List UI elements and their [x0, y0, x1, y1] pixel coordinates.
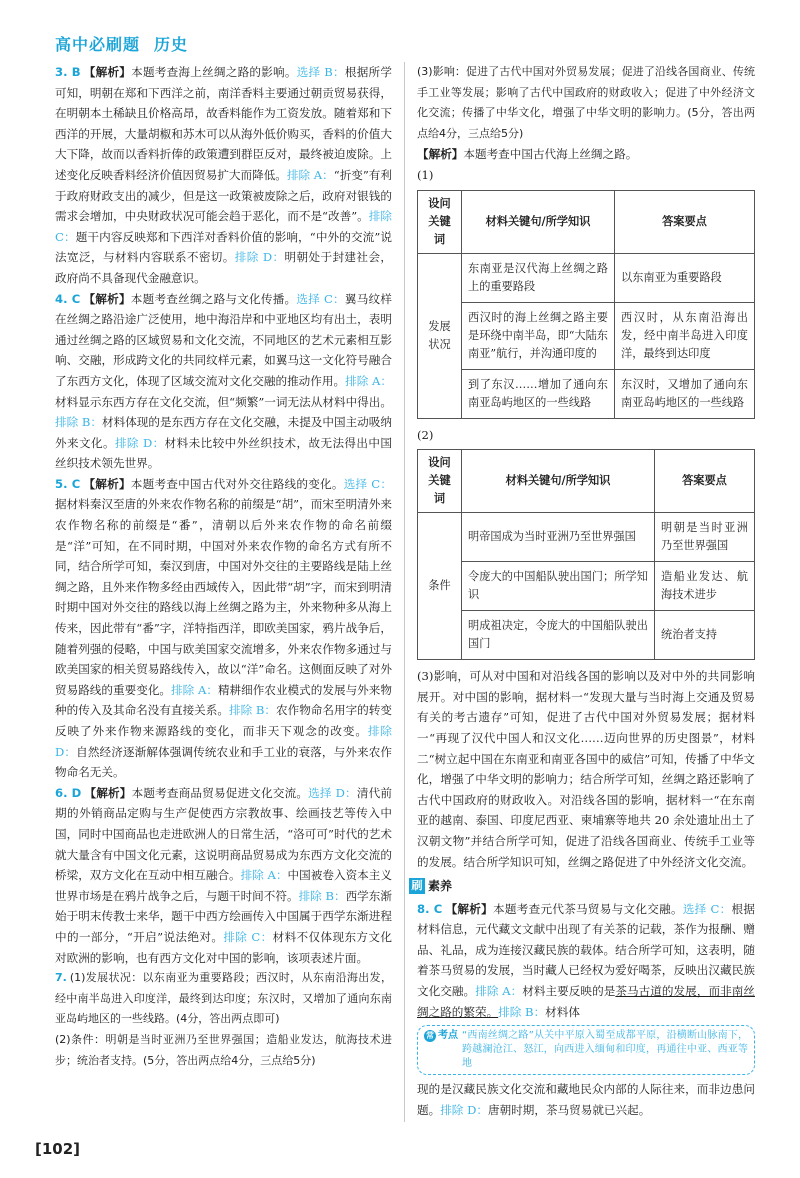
analysis-tag: 【解析】 — [417, 147, 464, 162]
option-label: 排除 A： — [345, 373, 392, 388]
option-text: 翼马纹样在丝绸之路沿途广泛使用，地中海沿岸和中亚地区均有出土，表明通过丝绸之路的区域贸易和文化交流，不同地区的艺术元素相互影响、交融，形成跨文化的共同纹样元素，如翼马这一文化符号融合了东西方文化，体现了区域交流对文化交融的推动作用。 — [55, 291, 392, 388]
table-cell: 明成祖决定，令庞大的中国船队驶出国门 — [462, 611, 655, 660]
question-7-part-3 — [417, 62, 755, 144]
page-header — [55, 32, 202, 55]
option-text: 题干内容反映郑和下西洋对香料价值的影响，“中外的交流”说法宽泛，与材料内容联系不密切。 — [55, 229, 393, 265]
option-text: 西学东渐始于明末传教士来华，题干中西方绘画传入中国属于西学东渐进程中的一部分，“开启”说法绝对。 — [55, 888, 392, 944]
key-point-text: “西南丝绸之路”从关中平原入蜀至成都平原，沿横断山脉南下，跨越澜沧江、怒江，向西进入缅甸和印度，再通往中亚、西亚等地 — [462, 1030, 748, 1070]
section-icon: 刷 — [409, 878, 425, 894]
option-label: 选择 D： — [308, 785, 357, 800]
table-header: 答案要点 — [615, 190, 755, 253]
table-row — [418, 369, 755, 418]
analysis-text: 本题考查商品贸易促进文化交流。 — [131, 785, 309, 800]
header-course: 历史 — [154, 35, 189, 54]
table-category: 发展状况 — [418, 253, 462, 418]
option-label: 选择 C： — [343, 476, 392, 491]
option-label: 排除 D： — [234, 250, 285, 265]
table-cell: 东汉时，又增加了通向东南亚岛屿地区的一些线路 — [615, 369, 755, 418]
answer-3-analysis: (3)影响，可从对中国和对沿线各国的影响以及对中外的共同影响展开。对中国的影响，据材料一“发现大量与当时海上交通及贸易有关的考古遗存”可知，促进了古代中国对外贸易发展；据材料一“再现了汉代中国人和汉文化……迈向世界的历史图景”，材料二“树立起中国在东南亚和南亚各国中的威信”可知，传播了中华文化，增强了中华文明的影响力；结合所学可知，丝绸之路还影响了古代中国政府的财政收入。对沿线各国的影响，据材料一“在东南亚的越南、泰国、印度尼西亚、柬埔寨等地共 20 余处遗址出土了汉朝文物”并结合所学可知，促进了沿线各国商业、传统手工业等的发展。结合所学知识可知，丝绸之路促进了中外经济文化交流。 — [417, 669, 755, 869]
option-label: 排除 D： — [440, 1102, 488, 1117]
analysis-tag: 【解析】 — [84, 785, 132, 800]
table-row — [418, 562, 755, 611]
option-text: “折变”有利于政府财政支出的减少，但是这一政策被废除之后，政府对银钱的需求会增加，中央财政状况可能会趋于恶化，而不是“改善”。 — [55, 167, 393, 224]
table-header: 设问关键词 — [418, 190, 462, 253]
table-header: 答案要点 — [655, 450, 755, 513]
option-text: 根据所学可知，明朝在郑和下西洋之前，南洋香料主要通过朝贡贸易获得，在明朝本土稀缺且价格高昂，故香料能作为工资发放。随着郑和下西洋的开展，大量胡椒和苏木可以从海外低价购买，香料的价值大大下降，故而以香料折俸的政策遭到群臣反对，最终被迫废除。上述变化反映香料经济价值因贸易扩大而降低。 — [55, 65, 392, 182]
key-point-label — [424, 1029, 458, 1043]
table-header: 设问关键词 — [418, 450, 462, 513]
analysis-text: 本题考查中国古代海上丝绸之路。 — [463, 147, 638, 162]
option-label: 排除 C： — [55, 209, 392, 244]
option-text: 现的是汉藏民族文化交流和藏地民众内部的人际往来，而非边患问题。 — [417, 1082, 755, 1117]
question-number: 7. — [55, 971, 67, 985]
option-text: 材料体 — [545, 1004, 580, 1019]
question-number: 5. C — [55, 476, 81, 491]
option-text: 据材料秦汉至唐的外来农作物名称的前缀是“胡”，而宋至明清外来农作物名称的前缀是“番”，清朝以后外来农作物的命名前缀是“洋”可知，在不同时期，中国对外来农作物的命名方式有所不同，结合所学可知，秦汉到唐，中国对外交往的主要路线是陆上丝绸之路，且外来作物多经由西域传入，因此带“胡”字，而宋到明清时期中国对外交往的路线以海上丝绸之路为主，外来物种多从海上传来，因此带有“番”字，洋特指西洋，即欧美国家，鸦片战争后，随着列强的侵略，中国与欧美国家交流增多，外来农作物多通过与欧美国家的相关贸易路线传入，故以“洋”命名。这侧面反映了对外贸易路线的重要变化。 — [55, 497, 392, 697]
option-text: 材料显示东西方存在文化交流，但“频繁”一词无法从材料中得出。 — [55, 394, 392, 409]
option-label: 排除 A： — [475, 984, 523, 999]
analysis-tag: 【解析】 — [83, 291, 131, 306]
table-cell: 西汉时的海上丝绸之路主要是环绕中南半岛，即“大陆东南亚”航行，并沟通印度的 — [462, 302, 615, 369]
analysis-text: 本题考查丝绸之路与文化传播。 — [130, 291, 297, 306]
table-cell: 明朝是当时亚洲乃至世界强国 — [655, 513, 755, 562]
key-point-label-text: 考点 — [438, 1030, 458, 1042]
option-label: 排除 B： — [55, 415, 103, 430]
option-text-underlined: 茶马古道的发展，而非南丝绸之路的繁荣。 — [417, 984, 755, 1019]
analysis-text: 本题考查元代茶马贸易与文化交融。 — [493, 901, 683, 916]
table-cell: 到了东汉……增加了通向东南亚岛屿地区的一些线路 — [462, 369, 615, 418]
option-label: 排除 A： — [286, 167, 334, 182]
option-label: 排除 B： — [298, 888, 346, 903]
question-number: 4. C — [55, 291, 81, 306]
option-label: 排除 B： — [228, 703, 276, 718]
table-row — [418, 302, 755, 369]
question-7 — [55, 968, 392, 1030]
option-text: 精耕细作农业模式的发展与外来物种的传入及其命名没有直接关系。 — [55, 682, 392, 718]
table-header: 材料关键句/所学知识 — [462, 190, 615, 253]
option-text: 材料主要反映的是 — [522, 984, 616, 999]
question-5 — [55, 474, 392, 783]
key-point-icon: 常 — [426, 1031, 434, 1041]
table-cell: 明帝国成为当时亚洲乃至世界强国 — [462, 513, 655, 562]
option-label: 选择 B： — [296, 65, 345, 79]
table-header: 材料关键句/所学知识 — [462, 450, 655, 513]
table-1-label: (1) — [417, 167, 434, 182]
analysis-tag: 【解析】 — [445, 901, 494, 916]
section-badge — [409, 876, 452, 897]
key-point-box — [417, 1025, 755, 1075]
section-label: 素养 — [428, 879, 453, 894]
option-text: 清代前期的外销商品定购与生产促使西方宗教故事、绘画技艺等传入中国，同时中国商品也走进欧洲人的日常生活，“洛可可”时代的艺术就大量含有中国文化元素，这说明商品贸易成为东西方文化交流的桥梁，双方文化在互动中相互融合。 — [55, 785, 392, 883]
option-label: 排除 D： — [114, 435, 165, 450]
right-column — [411, 62, 755, 1120]
option-label: 选择 C： — [682, 901, 732, 916]
option-label: 排除 D： — [55, 724, 392, 759]
option-text: 农作物命名用字的转变反映了外来作物来源路线的变化，而非天下观念的改变。 — [55, 703, 392, 738]
option-label: 排除 A： — [240, 868, 288, 883]
table-row — [418, 611, 755, 660]
answer-part-1: (1)发展状况：以东南亚为重要路段；西汉时，从东南沿海出发，经中南半岛进入印度洋，最终到达印度；东汉时，又增加了通向东南亚岛屿地区的一些线路。(4分，答出两点即可) — [55, 971, 392, 1026]
question-number: 8. C — [417, 901, 443, 916]
table-cell: 令庞大的中国船队驶出国门；所学知识 — [462, 562, 655, 611]
question-6 — [55, 783, 392, 968]
table-conditions — [417, 449, 755, 660]
option-text: 唐朝时期，茶马贸易就已兴起。 — [487, 1102, 651, 1117]
option-text: 明朝处于封建社会，政府尚不具备现代金融意识。 — [55, 250, 392, 285]
table-row — [418, 513, 755, 562]
question-4 — [55, 289, 392, 474]
option-label: 排除 A： — [171, 682, 218, 697]
table-cell: 东南亚是汉代海上丝绸之路上的重要路段 — [462, 253, 615, 302]
option-text: 材料未比较中外丝织技术，故无法得出中国丝织技术领先世界。 — [55, 435, 392, 471]
table-row — [418, 253, 755, 302]
question-3 — [55, 62, 392, 289]
question-number: 3. B — [55, 65, 81, 79]
question-7-part-2 — [55, 1030, 392, 1071]
analysis-text: 本题考查海上丝绸之路的影响。 — [131, 65, 297, 79]
analysis-intro — [417, 144, 755, 165]
analysis-text: 本题考查中国古代对外交往路线的变化。 — [130, 476, 344, 491]
option-label: 排除 C： — [223, 929, 273, 944]
answer-part-2: (2)条件：明朝是当时亚洲乃至世界强国；造船业发达，航海技术进步；统治者支持。(5分，答出两点给4分，三点给5分) — [55, 1032, 392, 1067]
table-category: 条件 — [418, 513, 462, 660]
question-8 — [417, 899, 755, 1023]
page-number: [ 102 ] — [35, 1140, 80, 1158]
question-number: 6. D — [55, 785, 82, 800]
option-text: 根据材料信息，元代藏文文献中出现了有关茶的记载，茶作为报酬、赠品、礼品，成为连接汉藏民族的载体。结合所学可知，这表明，随着茶马贸易的发展，当时藏人已经权为爱好喝茶，反映出汉藏民族文化交融。 — [417, 901, 755, 999]
analysis-tag: 【解析】 — [83, 476, 131, 491]
analysis-tag: 【解析】 — [83, 65, 132, 79]
option-text: 中国被卷入资本主义世界市场是在鸦片战争之后，与题干时间不符。 — [55, 868, 392, 903]
table-2-label: (2) — [417, 427, 434, 442]
option-text: 材料不仅体现东方文化对欧洲的影响，也有西方文化对中国的影响，该项表述片面。 — [55, 929, 392, 965]
question-8-continued — [417, 1079, 755, 1120]
option-label: 排除 B： — [498, 1004, 546, 1019]
column-divider — [404, 62, 405, 1122]
table-cell: 西汉时，从东南沿海出发，经中南半岛进入印度洋，最终到达印度 — [615, 302, 755, 369]
table-cell: 以东南亚为重要路段 — [615, 253, 755, 302]
option-label: 选择 C： — [296, 291, 345, 306]
option-text: 材料体现的是东西方存在文化交融，未提及中国主动吸纳外来文化。 — [55, 415, 392, 450]
table-cell: 造船业发达、航海技术进步 — [655, 562, 755, 611]
header-subject: 高中必刷题 — [55, 35, 141, 54]
option-text: 自然经济逐渐解体强调传统农业和手工业的衰落，与外来农作物命名无关。 — [55, 744, 392, 780]
table-cell: 统治者支持 — [655, 611, 755, 660]
answer-part-3: (3)影响：促进了古代中国对外贸易发展；促进了沿线各国商业、传统手工业等发展；影响了古代中国政府的财政收入；促进了中外经济文化交流；传播了中华文化，增强了中华文明的影响力。(5分，答出两点给4分，三点给5分) — [417, 65, 755, 140]
left-column — [55, 62, 392, 1071]
table-development — [417, 190, 755, 419]
